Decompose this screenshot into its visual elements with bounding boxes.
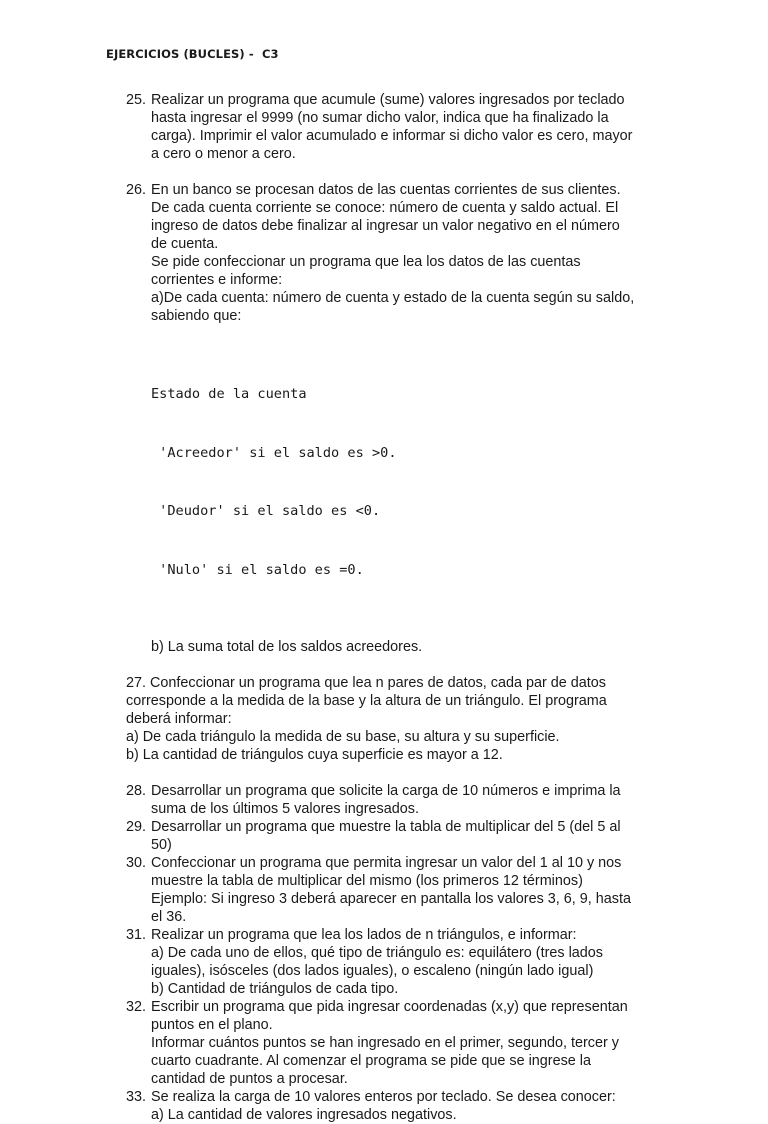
code-line: 'Acreedor' si el saldo es >0. — [151, 444, 397, 461]
exercise-text-line: Realizar un programa que lea los lados de n triángulos, e informar: — [151, 927, 577, 943]
exercise-text-line: a cero o menor a cero. — [151, 146, 296, 162]
exercise-text-line: En un banco se procesan datos de las cuentas corrientes de sus clientes. — [151, 182, 621, 198]
exercise-text-line: ingreso de datos debe finalizar al ingresar un valor negativo en el número — [151, 218, 620, 234]
exercise-30 — [126, 854, 666, 926]
code-line: 'Nulo' si el saldo es =0. — [151, 561, 364, 578]
exercise-text-line: a) De cada uno de ellos, qué tipo de triángulo es: equilátero (tres lados — [151, 945, 603, 961]
exercise-number: 25. — [126, 92, 147, 108]
exercise-text-line: a)De cada cuenta: número de cuenta y estado de la cuenta según su saldo, — [151, 290, 635, 306]
exercise-text-line: sabiendo que: — [151, 308, 242, 324]
exercise-text-line: cuarto cuadrante. Al comenzar el programa se pide que se ingrese la — [151, 1053, 591, 1069]
page-header: EJERCICIOS (BUCLES) - C3 — [106, 47, 279, 61]
exercise-text-line: a) De cada triángulo la medida de su base, su altura y su superficie. — [126, 729, 560, 745]
exercise-26 — [126, 181, 666, 656]
exercise-number: 31. — [126, 927, 147, 943]
code-block — [151, 346, 666, 619]
exercise-31 — [126, 926, 666, 998]
exercise-text-line: Desarrollar un programa que muestre la tabla de multiplicar del 5 (del 5 al — [151, 819, 621, 835]
exercise-text-line: el 36. — [151, 909, 187, 925]
exercise-text-line: corresponde a la medida de la base y la altura de un triángulo. El programa — [126, 693, 607, 709]
exercise-text-line: carga). Imprimir el valor acumulado e informar si dicho valor es cero, mayor — [151, 128, 633, 144]
exercise-number: 26. — [126, 182, 147, 198]
exercise-text-line: hasta ingresar el 9999 (no sumar dicho valor, indica que ha finalizado la — [151, 110, 609, 126]
exercise-text-line: b) La suma total de los saldos acreedores. — [151, 639, 423, 655]
exercise-text-line: deberá informar: — [126, 711, 232, 727]
exercise-text-line: b) La cantidad de triángulos cuya superficie es mayor a 12. — [126, 747, 503, 763]
exercise-text-line: Confeccionar un programa que permita ingresar un valor del 1 al 10 y nos — [151, 855, 622, 871]
exercise-text-line: cantidad de puntos a procesar. — [151, 1071, 348, 1087]
exercise-text-line: 27. Confeccionar un programa que lea n pares de datos, cada par de datos — [126, 675, 607, 691]
code-line: 'Deudor' si el saldo es <0. — [151, 503, 381, 519]
exercise-number: 28. — [126, 783, 147, 799]
exercise-28 — [126, 782, 666, 818]
exercise-text-line: muestre la tabla de multiplicar del mismo (los primeros 12 términos) — [151, 873, 583, 889]
exercise-text-line: suma de los últimos 5 valores ingresados. — [151, 801, 419, 817]
exercise-text-line: Se realiza la carga de 10 valores enteros por teclado. Se desea conocer: — [151, 1089, 616, 1105]
exercise-number: 32. — [126, 999, 147, 1015]
exercise-text-line: de cuenta. — [151, 236, 219, 252]
exercise-29 — [126, 818, 666, 854]
exercise-text-line: b) Cantidad de triángulos de cada tipo. — [151, 981, 399, 997]
exercise-text-line: Se pide confeccionar un programa que lea los datos de las cuentas — [151, 254, 581, 270]
exercise-25 — [126, 91, 666, 163]
exercise-text-line: 50) — [151, 837, 172, 853]
exercise-text-line: De cada cuenta corriente se conoce: número de cuenta y saldo actual. El — [151, 200, 619, 216]
exercise-number: 33. — [126, 1089, 147, 1105]
exercise-text-line: corrientes e informe: — [151, 272, 283, 288]
code-line: Estado de la cuenta — [151, 386, 307, 402]
exercise-text-line: Desarrollar un programa que solicite la carga de 10 números e imprima la — [151, 783, 621, 799]
exercise-text-line: puntos en el plano. — [151, 1017, 273, 1033]
exercise-text-line: iguales), isósceles (dos lados iguales), o escaleno (ningún lado igual) — [151, 963, 594, 979]
exercise-text-line: Escribir un programa que pida ingresar coordenadas (x,y) que representan — [151, 999, 628, 1015]
exercise-text-line: Ejemplo: Si ingreso 3 deberá aparecer en pantalla los valores 3, 6, 9, hasta — [151, 891, 631, 907]
exercise-text-line: Informar cuántos puntos se han ingresado en el primer, segundo, tercer y — [151, 1035, 619, 1051]
exercise-number: 29. — [126, 819, 147, 835]
exercise-text-line: Realizar un programa que acumule (sume) valores ingresados por teclado — [151, 92, 625, 108]
exercise-number: 30. — [126, 855, 147, 871]
exercise-33 — [126, 1088, 666, 1124]
exercise-32 — [126, 998, 666, 1088]
exercise-list — [126, 91, 666, 1124]
exercise-text-line: a) La cantidad de valores ingresados negativos. — [151, 1107, 457, 1123]
exercise-27 — [126, 674, 666, 764]
